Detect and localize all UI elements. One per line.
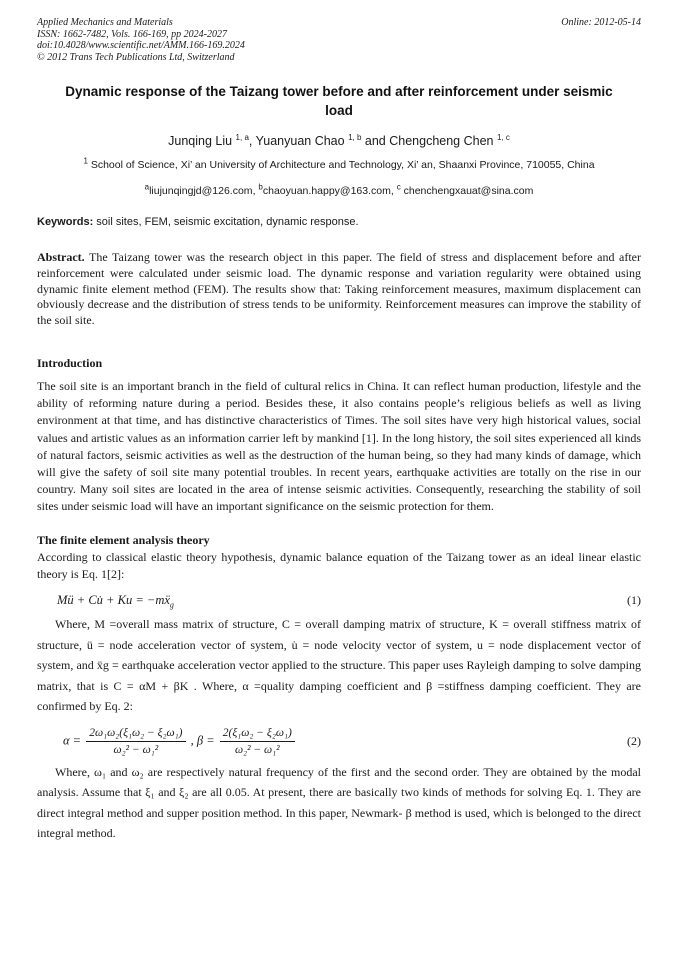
email-line <box>37 184 641 198</box>
journal-info-block <box>37 17 245 63</box>
equation-2-beta-lhs: , β = <box>190 732 215 747</box>
doi-line: doi:10.4028/www.scientific.net/AMM.166-169.2024 <box>37 40 245 51</box>
author-separator-2: and <box>361 134 390 148</box>
author-separator-1: , <box>248 134 256 148</box>
email-separator-2: , <box>390 185 397 197</box>
section-heading-fem-theory: The finite element analysis theory <box>37 532 210 547</box>
fem-paragraph-1: According to classical elastic theory hypothesis, dynamic balance equation of the Taizang tower as an ideal linear elastic theory is Eq. 1[2]: <box>37 549 641 581</box>
email-separator-1: , <box>252 185 259 197</box>
equation-2 <box>37 726 641 757</box>
abstract-label: Abstract. <box>37 250 85 264</box>
equation-2-expression <box>63 726 297 757</box>
email-b-superscript: b <box>258 182 263 192</box>
author-3-superscript: 1, c <box>496 132 510 142</box>
issn-line: ISSN: 1662-7482, Vols. 166-169, pp 2024-2027 <box>37 28 227 40</box>
copyright-line: © 2012 Trans Tech Publications Ltd, Switzerland <box>37 51 235 63</box>
fraction-beta-numerator: 2(ξ₁ω₂ − ξ₂ω₁) <box>220 726 295 742</box>
email-a-superscript: a <box>144 182 150 192</box>
email-a: liujunqingjd@126.com <box>149 185 253 197</box>
equation-2-number: (2) <box>627 733 641 748</box>
equation-2-alpha-lhs: α = <box>63 732 82 747</box>
abstract-text: The Taizang tower was the research object in this paper. The field of stress and displacement before and after reinforcement were calculated under seismic load. The dynamic response and variation regularity were obtained using dynamic finite element method (FEM). The results show that: Taking reinforcement measures, maximum displacement can obviously decrease and the distribution of stress tends to be uniformity. Reinforcement measures can improve the stability of the soil site. <box>37 250 641 328</box>
fraction-alpha <box>86 726 185 757</box>
online-date: Online: 2012-05-14 <box>561 17 641 28</box>
equation-1-subscript: g <box>169 600 174 610</box>
equation-1-expression <box>57 593 174 610</box>
author-3: Chengcheng Chen <box>389 134 497 148</box>
fraction-alpha-denominator: ω₂² − ω₁² <box>113 743 159 756</box>
fem-paragraph-3: Where, ω₁ and ω₂ are respectively natural frequency of the first and the second order. They are obtained by the modal analysis. Assume that ξ₁ and ξ₂ are all 0.05. At present, there are basically two kinds of methods for solving Eq. 1. They are direct integral method and supper position method. In this paper, Newmark- β method is used, which is belonged to the direct integral method. <box>37 764 641 841</box>
equation-1-main: Mü + Cu̇ + Ku = −mẍ <box>57 592 170 607</box>
journal-name: Applied Mechanics and Materials <box>37 17 173 28</box>
keywords-text: soil sites, FEM, seismic excitation, dynamic response. <box>93 216 359 228</box>
abstract-paragraph <box>37 250 641 329</box>
author-2-superscript: 1, b <box>348 132 362 142</box>
equation-1-number: (1) <box>627 593 641 608</box>
section-heading-introduction: Introduction <box>37 355 103 370</box>
author-line <box>37 133 641 149</box>
author-2: Yuanyuan Chao <box>255 134 349 148</box>
email-c-superscript: c <box>396 182 401 192</box>
fem-paragraph-2: Where, M =overall mass matrix of structure, C = overall damping matrix of structure, K = overall stiffness matrix of structure, ü = node acceleration vector of system, u̇ = node velocity vector of system, u = node displacement vector of system, and ẍg = earthquake acceleration vector applied to the structure. This paper uses Rayleigh damping to solve damping matrix, that is C = αM + βK . Where, α =quality damping coefficient and β =stiffness damping coefficient. They are confirmed by Eq. 2: <box>37 617 641 714</box>
affiliation-superscript: 1 <box>83 156 88 166</box>
fraction-alpha-numerator: 2ω₁ω₂(ξ₁ω₂ − ξ₂ω₁) <box>86 726 185 742</box>
author-1: Junqing Liu <box>168 134 236 148</box>
introduction-paragraph: The soil site is an important branch in the field of cultural relics in China. It can reflect human production, lifestyle and the ability of reforming nature during a period. Besides these, it also contains people’s religious beliefs as well as living environment at that time, and has distinctive characteristics of Times. The soil sites have very high historical values, social values and artistic values as an information carrier left by mankind [1]. In the long history, the soil sites experienced all kinds of natural factors, seismic activities as well as the destruction of the human being, so they had many kinds of damage, which will give the safety of soil site many potential troubles. In recent years, earthquake activities are totally on the rise in our country. Many soil sites are located in the area of intense seismic activities. Consequently, researching the stability of soil sites under seismic load will have an important significance on the seismic protection for them. <box>37 378 641 514</box>
email-c: chenchengxauat@sina.com <box>400 185 534 197</box>
affiliation <box>67 158 611 173</box>
author-1-superscript: 1, a <box>235 132 249 142</box>
page-header <box>37 17 641 63</box>
fraction-beta <box>220 726 295 757</box>
equation-1 <box>37 593 641 610</box>
affiliation-text: School of Science, Xi’ an University of Architecture and Technology, Xi’ an, Shaanxi Province, 710055, China <box>87 159 595 171</box>
email-b: chaoyuan.happy@163.com <box>262 185 391 197</box>
keywords-label: Keywords: <box>37 216 94 228</box>
paper-title: Dynamic response of the Taizang tower before and after reinforcement under seismic load <box>65 84 613 118</box>
keywords-line <box>37 215 641 229</box>
fraction-beta-denominator: ω₂² − ω₁² <box>234 743 280 756</box>
